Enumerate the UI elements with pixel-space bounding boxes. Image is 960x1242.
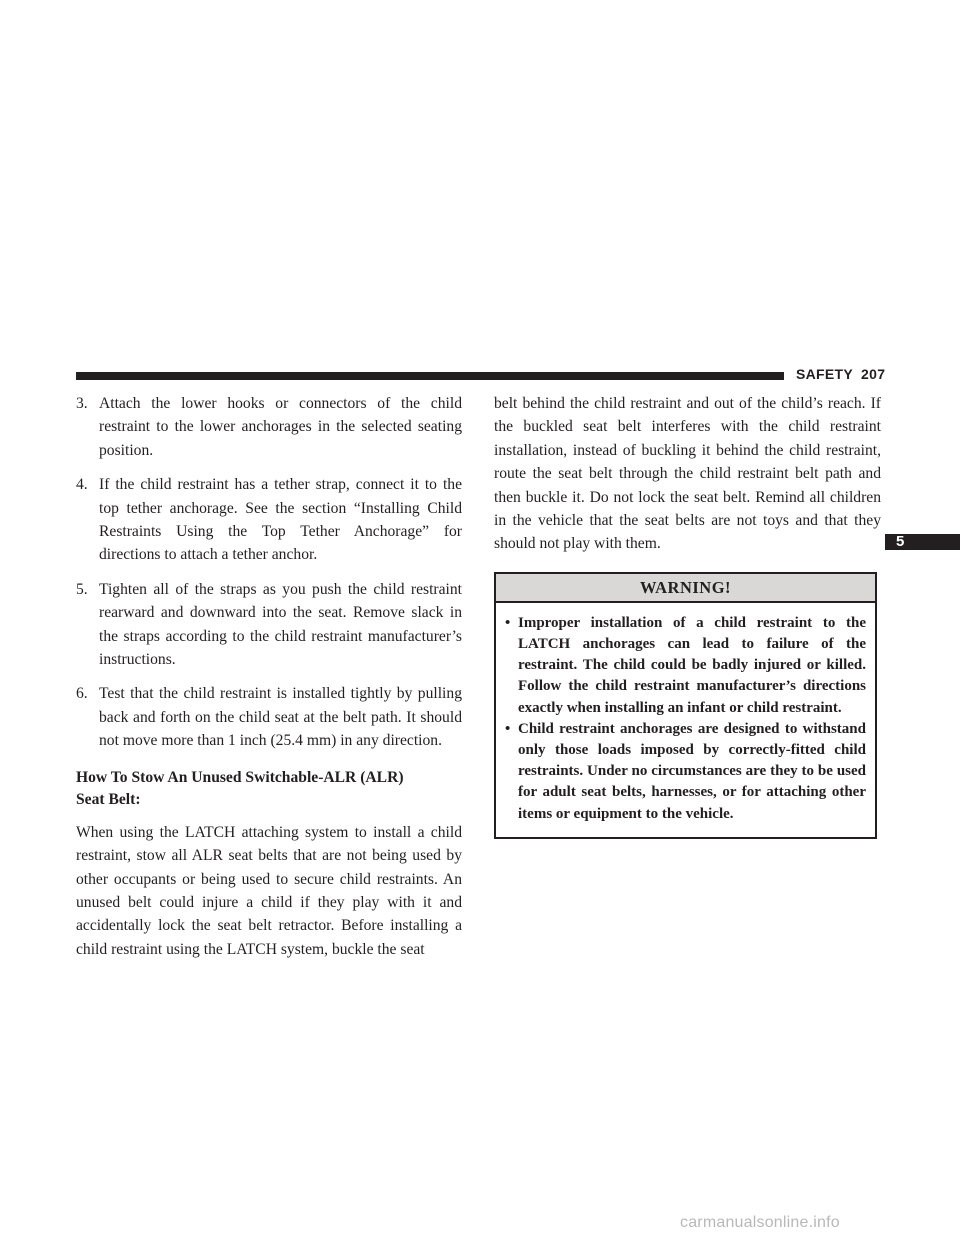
bullet-icon: •: [505, 720, 511, 737]
watermark: carmanualsonline.info: [680, 1214, 840, 1231]
page-number: 207: [861, 366, 886, 382]
warning-text: Improper installation of a child restraint to the LATCH anchorages can lead to failure of the restraint. The child could be badly injured or killed. Follow the child restraint manufacturer’s directions exactly when installing an infant or child restraint.: [518, 614, 866, 716]
step-number: 5.: [76, 580, 88, 598]
step-text: Tighten all of the straps as you push the child restraint rearward and downward into the seat. Remove slack in the straps according to the child restraint manufacturer’s instructions.: [99, 580, 462, 669]
step-item: [76, 578, 462, 672]
step-item: [76, 473, 462, 567]
bullet-icon: •: [505, 614, 511, 631]
right-column: [494, 392, 881, 839]
warning-item: [505, 719, 866, 825]
step-item: [76, 682, 462, 752]
warning-title: WARNING!: [496, 574, 875, 603]
step-text: Test that the child restraint is installed tightly by pulling back and forth on the child seat at the belt path. It should not move more than 1 inch (25.4 mm) in any direction.: [99, 685, 462, 750]
warning-body: [496, 603, 875, 837]
chapter-number: 5: [896, 533, 905, 550]
warning-text: Child restraint anchorages are designed to withstand only those loads imposed by correctly-fitted child restraints. Under no circumstances are they to be used for adult seat belts, harnesses, or for attaching other items or equipment to the vehicle.: [518, 720, 866, 822]
step-number: 4.: [76, 476, 88, 494]
step-number: 3.: [76, 395, 88, 412]
warning-item: [505, 613, 866, 719]
step-item: [76, 392, 462, 462]
subheading-line-1: How To Stow An Unused Switchable-ALR (ALR): [76, 768, 404, 786]
section-title: SAFETY: [796, 366, 854, 382]
header-rule: [76, 372, 784, 380]
section-subheading: [76, 767, 462, 811]
body-paragraph-right: belt behind the child restraint and out of the child’s reach. If the buckled seat belt interferes with the child restraint installation, instead of buckling it behind the child restraint, route the seat belt through the child restraint belt path and then buckle it. Do not lock the seat belt. Remind all children in the vehicle that the seat belts are not toys and that they should not play with them.: [494, 395, 881, 553]
chapter-tab: [885, 534, 960, 550]
step-text: Attach the lower hooks or connectors of the child restraint to the lower anchorages in the selected seating position.: [99, 395, 462, 459]
running-header: [796, 366, 885, 382]
body-paragraph-left: When using the LATCH attaching system to install a child restraint, stow all ALR seat belts that are not being used by other occupants or being used to secure child restraints. An unused belt could injure a child if they play with it and accidentally lock the seat belt retractor. Before installing a child restraint using the LATCH system, buckle the seat: [76, 823, 462, 958]
steps-list: [76, 392, 462, 753]
step-text: If the child restraint has a tether strap, connect it to the top tether anchorage. See the section “Installing Child Restraints Using the Top Tether Anchorage” for directions to attach a tether anchor.: [99, 476, 462, 564]
warning-box: [494, 572, 877, 839]
step-number: 6.: [76, 685, 88, 703]
left-column: [76, 392, 462, 961]
subheading-line-2: Seat Belt:: [76, 790, 141, 808]
